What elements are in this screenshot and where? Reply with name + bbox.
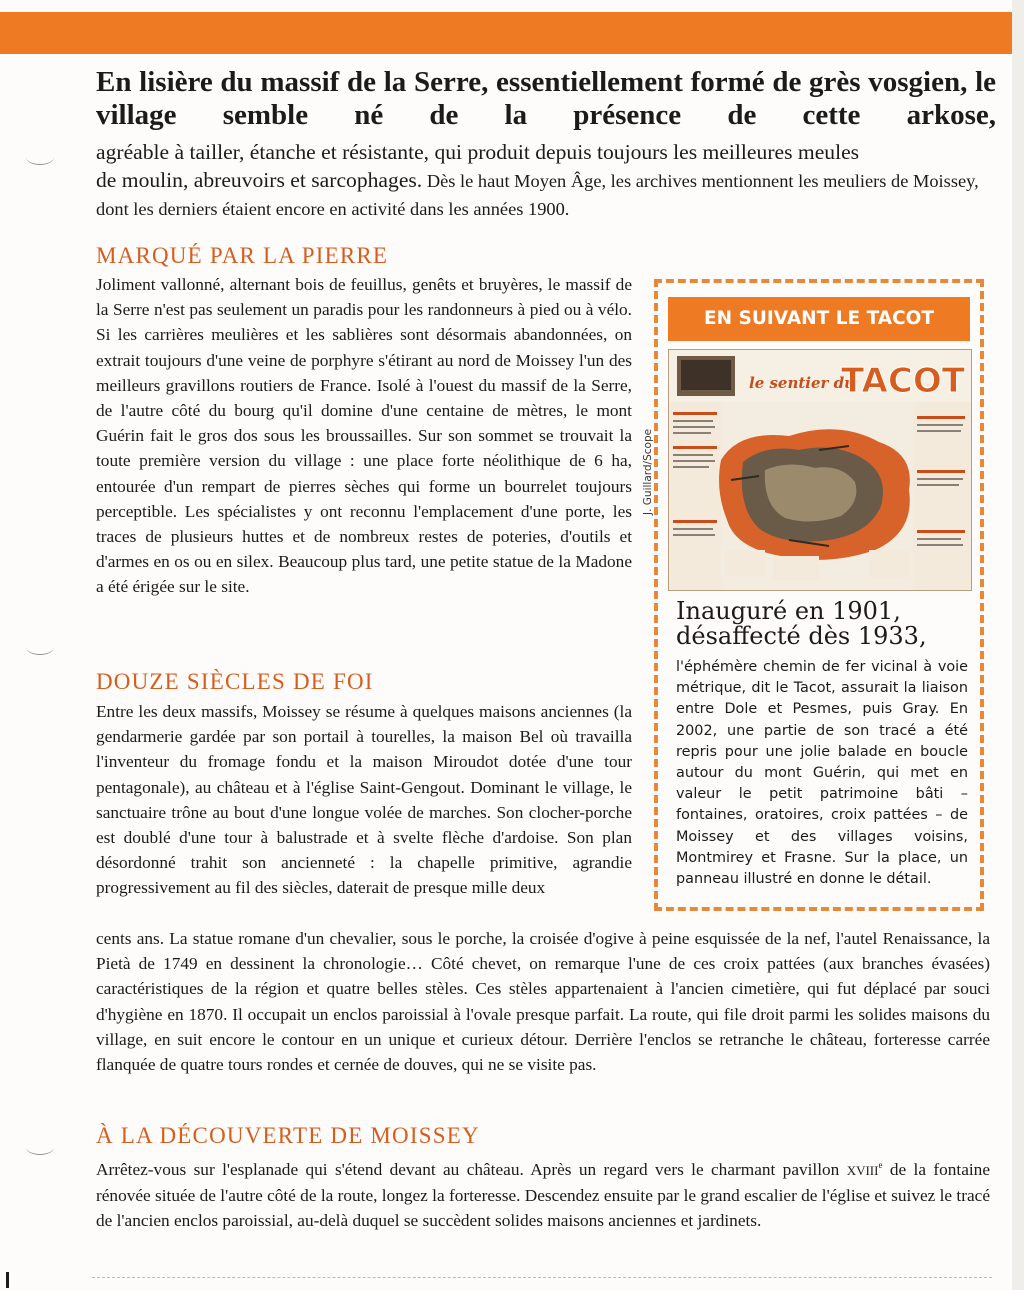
section-text-douze-continued: cents ans. La statue romane d'un chevalier, sous le porche, la croisée d'ogive à peine esquissée de la nef, l'autel Renaissance, la Pietà de 1749 en dessinent la chronologie… Côté chevet, on remarque l'une de ces croix pattées (aux branches évasées) caractéristiques de la région et quatre belles stèles. Ces stèles appartenaient à l'ancien cimetière, qui fut déplacé par souci d'hygiène en 1870. Il occupait un enclos paroissial à l'ovale presque parfait. La route, qui file droit parmi les solides maisons du village, en suit encore le contour en un unique et curieux détour. Derrière l'enclos se retranche le château, forteresse carrée flanquée de quatre tours rondes et cernée de douves, qui ne se visite pas. xyxy=(96,929,990,1075)
binding-mark xyxy=(26,640,54,655)
page-edge xyxy=(1012,0,1024,1290)
margin-tick xyxy=(6,1272,9,1288)
sidebar-box-tacot xyxy=(642,279,984,911)
binding-mark xyxy=(26,150,54,165)
binding-mark xyxy=(26,1140,54,1155)
intro-lead-paragraph xyxy=(96,166,992,223)
section-heading-marque: MARQUÉ PAR LA PIERRE xyxy=(96,243,389,268)
photo-credit: J. Guillard/Scope xyxy=(642,428,654,515)
intro-lead-line: agréable à tailler, étanche et résistante, qui produit depuis toujours les meilleures meules xyxy=(96,140,860,164)
section-text-marque: Joliment vallonné, alternant bois de feuillus, genêts et bruyères, le massif de la Serre n'est pas seulement un paradis pour les randonneurs à pied ou à vélo. Si les carrières meulières et les sablières sont désormais abandonnées, on extrait toujours d'une veine de porphyre s'étirant au nord de Moissey l'un des meilleurs gravillons routiers de France. Isolé à l'ouest du massif de la Serre, de l'autre côté du bourg qu'il domine d'une centaine de mètres, le mont Guérin fait le gros dos sous les broussailles. Sur son sommet se trouvait la toute première version du village : une place forte néolithique de 6 ha, entourée d'un rempart de pierres sèches qui forme un bourrelet toujours perceptible. Les spécialistes y ont reconnu l'emplacement d'une porte, les traces de plusieurs huttes et de nombreux restes de poteries, d'outils et d'armes en os ou en silex. Beaucoup plus tard, une petite statue de la Madone a été érigée sur le site. xyxy=(96,275,632,597)
intro-lead-small: Dès le haut Moyen Âge, les archives mentionnent les meuliers de Moissey, dont les derniers étaient encore en activité dans les années 1900. xyxy=(96,171,979,219)
sidebar-headline: Inauguré en 1901, désaffecté dès 1933, xyxy=(676,597,927,650)
bottom-rule xyxy=(92,1277,992,1278)
intro-lead-large: de moulin, abreuvoirs et sarcophages. xyxy=(96,168,423,192)
sign-subtitle: le sentier du xyxy=(749,374,856,392)
sidebar-title: EN SUIVANT LE TACOT xyxy=(668,297,970,341)
intro-bold-lead: En lisière du massif de la Serre, essentiellement formé de grès vosgien, le village semble né de la présence de cette arkose, xyxy=(96,66,996,131)
sign-title: TACOT xyxy=(841,361,965,401)
century-numeral: XVIII xyxy=(846,1162,879,1178)
section-text-douze: Entre les deux massifs, Moissey se résume à quelques maisons anciennes (la gendarmerie gardée par son portail à tourelles, la maison Bel où travailla l'inventeur du fromage fondu et la maison Miroudot dotée d'une tour pentagonale), au château et à l'église Saint-Gengout. Dominant le village, le sanctuaire trône au bout d'une longue volée de marches. Son clocher-porche est doublé d'une tour à balustrade et à svelte flèche d'ardoise. Son plan désordonné trahit son ancienneté : la chapelle primitive, agrandie progressivement au fil des siècles, daterait de presque mille deux xyxy=(96,702,632,898)
decouverte-text-end: de la fontaine rénovée située de l'autre côté de la route, longez la forteresse. Descendez ensuite par le grand escalier de l'église et suivez le tracé de l'ancien enclos paroissial, au-delà duquel se succèdent solides maisons anciennes et jardinets. xyxy=(96,1159,990,1231)
decouverte-text-start: Arrêtez-vous sur l'esplanade qui s'étend devant au château. Après un regard vers le charmant pavillon xyxy=(96,1159,847,1179)
sidebar-text: l'éphémère chemin de fer vicinal à voie métrique, dit le Tacot, assurait la liaison entre Dole et Pesmes, puis Gray. En 2002, une partie de son tracé a été repris pour une jolie balade en boucle autour du mont Guérin, qui met en valeur le petit patrimoine bâti – fontaines, oratoires, croix pattées – de Moissey et des villages voisins, Montmirey et Frasne. Sur la place, un panneau illustré en donne le détail. xyxy=(676,659,968,888)
top-orange-banner xyxy=(0,12,1012,54)
tacot-sign-illustration xyxy=(669,350,971,590)
section-heading-douze: DOUZE SIÈCLES DE FOI xyxy=(96,669,374,694)
section-heading-decouverte: À LA DÉCOUVERTE DE MOISSEY xyxy=(96,1123,480,1148)
tacot-sign-photo xyxy=(668,349,972,591)
section-text-decouverte xyxy=(96,1153,990,1233)
century-sup: e xyxy=(878,1160,883,1170)
